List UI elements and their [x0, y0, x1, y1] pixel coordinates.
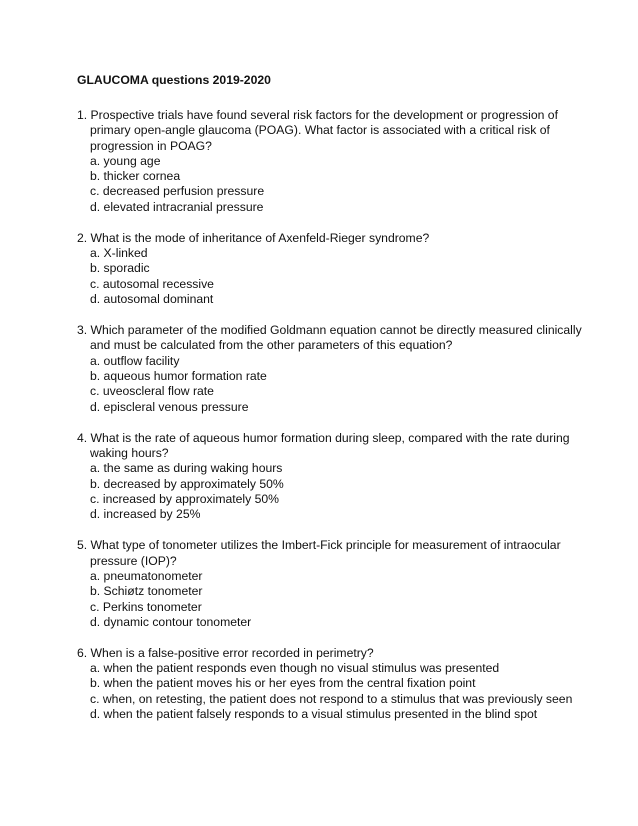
page-title: GLAUCOMA questions 2019-2020 [77, 73, 271, 87]
question-text-line: 3. Which parameter of the modified Goldmann equation cannot be directly measured clinically [77, 323, 582, 338]
answer-option: c. decreased perfusion pressure [90, 184, 265, 199]
answer-option: d. when the patient falsely responds to a visual stimulus presented in the blind spot [90, 707, 538, 722]
question-text-line: progression in POAG? [90, 138, 212, 153]
question-text-line: 1. Prospective trials have found several risk factors for the development or progression of [77, 108, 558, 122]
question-text-line: 2. What is the mode of inheritance of Axenfeld-Rieger syndrome? [77, 230, 430, 245]
answer-option: b. decreased by approximately 50% [90, 476, 284, 491]
answer-option: c. increased by approximately 50% [90, 491, 280, 506]
answer-option: a. when the patient responds even though no visual stimulus was presented [90, 661, 500, 676]
answer-option: d. autosomal dominant [90, 292, 214, 307]
answer-option: d. episcleral venous pressure [90, 399, 249, 414]
question-list [77, 108, 582, 738]
question-text-line: and must be calculated from the other parameters of this equation? [90, 338, 453, 353]
question-text-line: waking hours? [90, 446, 169, 461]
answer-option: d. dynamic contour tonometer [90, 614, 252, 629]
answer-option: a. the same as during waking hours [90, 461, 283, 476]
question-text-line: 4. What is the rate of aqueous humor formation during sleep, compared with the rate during [77, 430, 570, 445]
answer-option: a. outflow facility [90, 353, 180, 368]
answer-option: b. sporadic [90, 261, 150, 276]
question-text-line: pressure (IOP)? [90, 553, 177, 568]
question-3 [77, 323, 582, 415]
answer-option: d. increased by 25% [90, 507, 201, 522]
answer-option: a. pneumatonometer [90, 568, 203, 583]
answer-option: b. Schiøtz tonometer [90, 584, 203, 599]
question-1 [77, 108, 577, 215]
answer-option: a. X-linked [90, 246, 148, 261]
answer-option: c. Perkins tonometer [90, 599, 202, 614]
answer-option: c. when, on retesting, the patient does not respond to a stimulus that was previously seen [90, 691, 573, 706]
answer-option: b. when the patient moves his or her eyes from the central fixation point [90, 676, 476, 691]
question-2 [77, 231, 577, 307]
question-6 [77, 646, 577, 722]
answer-option: b. thicker cornea [90, 169, 181, 184]
question-text-line: 5. What type of tonometer utilizes the Imbert-Fick principle for measurement of intraocular [77, 538, 561, 553]
answer-option: c. uveoscleral flow rate [90, 384, 214, 399]
answer-option: a. young age [90, 153, 161, 168]
answer-option: c. autosomal recessive [90, 276, 214, 291]
question-text-line: 6. When is a false-positive error recorded in perimetry? [77, 645, 374, 660]
question-4 [77, 431, 577, 523]
answer-option: d. elevated intracranial pressure [90, 199, 264, 214]
answer-option: b. aqueous humor formation rate [90, 369, 267, 384]
question-text-line: primary open-angle glaucoma (POAG). What factor is associated with a critical risk of [90, 123, 550, 138]
question-5 [77, 538, 577, 630]
